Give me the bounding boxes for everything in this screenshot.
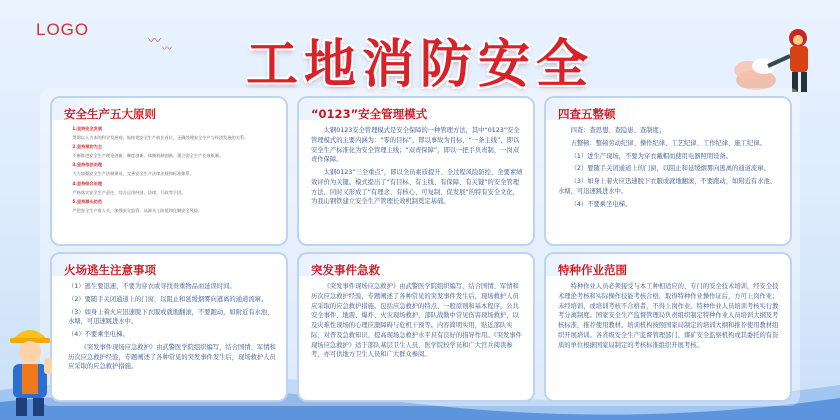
paragraph: （3）如身上着火应迅速脱下衣服或就地翻滚，不要跑动，如附近有水池、水塘，可迅速跳进水中。 <box>558 178 777 195</box>
panel-four-checks <box>544 96 792 246</box>
panel-body <box>68 282 276 394</box>
principle-text: 严格落实安全生产责任，综合运用经济、法律、行政等手段。 <box>72 189 186 195</box>
principle-title: 3.坚持依法治理 <box>72 162 103 168</box>
panel-emergency-aid <box>297 252 535 402</box>
paragraph: （1）逃生要迅速，不要为穿衣或寻找贵重物品而延误时间。 <box>68 283 236 290</box>
paragraph: （4）不要乘坐电梯。 <box>68 331 129 338</box>
panel-heading: 特种作业范围 <box>558 263 627 277</box>
bird-icon: 〰 <box>162 44 172 55</box>
paragraph: 太钢0123安全管理模式是安全保障的一种管理方法，其中“0123”安全管理模式的主要内涵为：“零的目标”，即以事故为目标，“一条主线”，即以安全生产标准化为安全管理主线；“双责保障”，即以一把手负责制，一岗双责作保障。 <box>311 127 520 164</box>
panel-heading: 安全生产五大原则 <box>64 107 156 121</box>
paragraph: 太钢0123“三全重点”，即以全员素质提升、全过程风险防控、全要素绩效评价为关键。模式提出了“有目标、有主线、有保障、有关键”的安全管理方法，同时又形成了“有理念、有核心、可复制、促发展”的特有安全文化，为我山钢铁建立安全生产管理长效机制奠定基础。 <box>311 169 523 206</box>
paragraph: 《突发事件现场应急救护》由武警医学院组织编写，结合国情、军情和历次应急救护经验，专题阐述了各种常见的突发事件发生后，现场救护人员应采取的应急救护措施。 <box>68 343 276 371</box>
paragraph: 《突发事件现场应急救护》由武警医学院组织编写，结合国情、军情和历次应急救护经验，专题阐述了各种常见的突发事件发生后，现场救护人员应采取的应急救护措施。包括应急救护的特点、一般原则和基本程序，公共安全事件、地震、爆炸、火灾现场救护，部队战勤中常见伤害现场救护，以及灾难性现场的心理应激障碍与危机干预等。内容简明实用，贴近部队实际，对普及急救知识、提高现场急救护水平具有良好的指导作用。《突发事件现场应急救护》适于部队基层卫生人员、医学院校学员和广大官兵阅读参考，亦可供地方卫生人员和广大群众参阅。 <box>311 283 522 359</box>
paragraph: （4）不要乘坐电梯。 <box>570 200 632 208</box>
principle-title: 4.坚持综合治理 <box>72 180 103 186</box>
panel-heading: 火场逃生注意事项 <box>64 263 156 277</box>
worker-illustration <box>0 318 60 418</box>
principle-title: 2.坚持预防为主 <box>72 144 103 150</box>
panel-body <box>558 282 780 394</box>
paragraph: （2）要随手关闭通道上的门窗，以阻止和延缓烟雾向逃离的通道流窜。 <box>570 165 770 173</box>
paragraph: 四查：查思想、查隐患、查制度； <box>570 127 666 134</box>
principle-title: 5.坚持源头防范 <box>72 198 103 204</box>
panel-special-operations <box>544 252 792 402</box>
panel-body <box>558 126 780 238</box>
bird-icon: 〰 <box>148 34 162 49</box>
logo-text: LOGO <box>36 20 90 39</box>
panel-heading: 突发事件急救 <box>311 263 380 277</box>
panel-body <box>311 282 523 394</box>
paragraph: 五整顿：整顿劳动纪律、操作纪律、工艺纪律、工作纪律、施工纪律。 <box>570 139 766 147</box>
paragraph: （2）要随手关闭通道上的门窗，以阻止和延缓烟雾向逃离的通道流窜。 <box>68 295 268 303</box>
panel-body <box>64 126 276 238</box>
principle-text: 不断推进安全生产理论创新、制度创新、体制机制创新，建立安全生产长效机制。 <box>72 153 224 159</box>
panel-heading: “0123”安全管理模式 <box>311 107 428 121</box>
paragraph: （1）进生产现场，不要为穿衣戴帽而使用电器照明设备。 <box>570 152 733 160</box>
panel-fire-escape <box>50 252 288 402</box>
panel-0123-management <box>297 96 535 246</box>
panel-safety-principles <box>50 96 288 246</box>
page-title: 工地消防安全 <box>245 35 594 95</box>
principle-text: 严把安全生产准入关，加强安全监管，从源头上防范和化解安全风险。 <box>72 207 203 213</box>
paragraph: 特种作业人员必须接受与本工种相适应的、专门的安全技术培训，经安全技术理论考核和实际操作技能考核合格，取得特种作业操作证后，方可上岗作业；未经培训，或培训考核不合格者，不得上岗作业。特种作业人员培训考核实行教考分离制度。国家安全生产监督管理局负责组织制定特种作业人员培训大纲及考核标准，推荐使用教材。培训机构按照国家局制定的培训大纲和推荐使用教材组织开展培训。各省级安全生产监督管理部门、煤矿安全监察机构或其委托的有资质的单位根据国家局制定的考核标准组织开展考核。 <box>558 283 779 349</box>
paragraph: （3）如身上着火应迅速脱下衣服或就地翻滚，不要跑动，如附近有水池、水塘，可迅速跳进水中。 <box>68 308 274 326</box>
principle-text: 大力加强安全生产法制建设，完善安全生产法律法规和标准体系。 <box>72 171 194 177</box>
principle-title: 1.坚持安全发展 <box>72 126 103 131</box>
principle-text: 贯彻以人为本的科学发展观，始终把安全生产放在首位，正确处理安全生产与经济发展的关系。 <box>72 135 249 141</box>
panel-body <box>311 126 523 238</box>
panel-heading: 四查五整顿 <box>558 107 616 121</box>
